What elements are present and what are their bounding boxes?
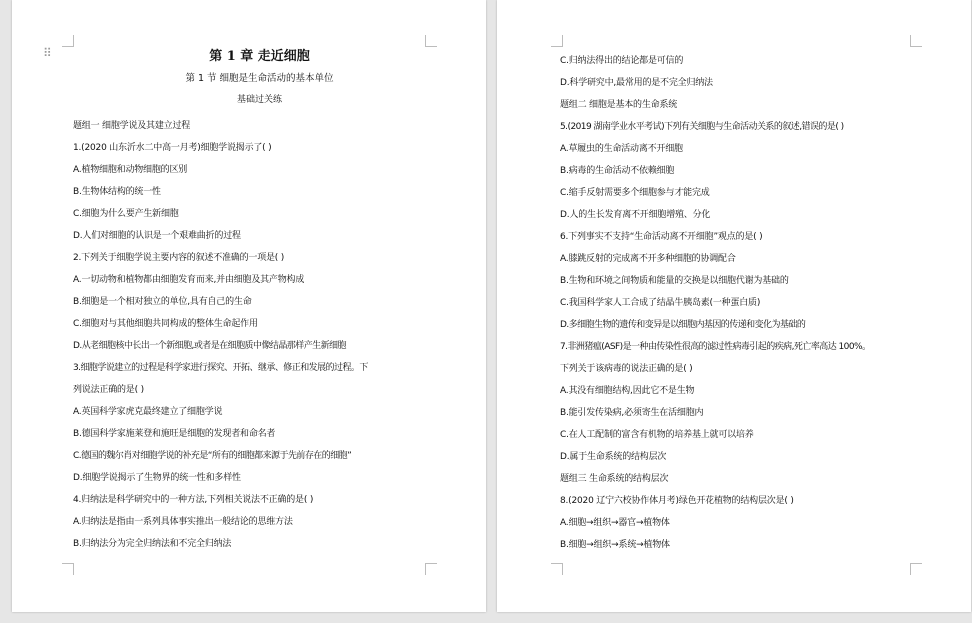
text-line: B.生物和环境之间物质和能量的交换是以细胞代谢为基础的 (560, 276, 789, 286)
text-line: 1.(2020 山东沂水二中高一月考)细胞学说揭示了( ) (73, 143, 272, 153)
text-line: B.能引发传染病,必须寄生在活细胞内 (560, 408, 704, 418)
text-line: 4.归纳法是科学研究中的一种方法,下列相关说法不正确的是( ) (73, 495, 314, 505)
text-line: A.膝跳反射的完成离不开多种细胞的协调配合 (560, 254, 736, 264)
text-line: A.细胞→组织→器官→植物体 (560, 518, 670, 528)
text-line: D.科学研究中,最常用的是不完全归纳法 (560, 78, 713, 88)
document-page-right[interactable] (497, 0, 971, 612)
text-line: A.归纳法是指由一系列具体事实推出一般结论的思维方法 (73, 517, 293, 527)
text-line: A.英国科学家虎克最终建立了细胞学说 (73, 407, 223, 417)
text-line: D.从老细胞核中长出一个新细胞,或者是在细胞质中像结晶那样产生新细胞 (73, 341, 346, 351)
margin-mark-top-left (62, 35, 74, 47)
margin-mark-bottom-right (910, 563, 922, 575)
text-line: 3.细胞学说建立的过程是科学家进行探究、开拓、继承、修正和发展的过程。下 (73, 363, 368, 373)
text-line: 题组三 生命系统的结构层次 (560, 474, 669, 484)
text-line: A.草履虫的生命活动离不开细胞 (560, 144, 683, 154)
text-line: C.德国的魏尔肖对细胞学说的补充是“所有的细胞都来源于先前存在的细胞” (73, 451, 352, 461)
text-line: C.在人工配制的富含有机物的培养基上就可以培养 (560, 430, 754, 440)
left-page-content (73, 48, 446, 555)
text-line: B.细胞是一个相对独立的单位,具有自己的生命 (73, 297, 252, 307)
text-line: C.缩手反射需要多个细胞参与才能完成 (560, 188, 710, 198)
subsection-title: 基础过关练 (236, 95, 282, 105)
text-line: C.细胞为什么要产生新细胞 (73, 209, 179, 219)
text-line: D.属于生命系统的结构层次 (560, 452, 667, 462)
margin-mark-bottom-left (62, 563, 74, 575)
chapter-title: 第 1 章 走近细胞 (209, 49, 310, 64)
text-line: C.归纳法得出的结论都是可信的 (560, 56, 684, 66)
text-line: 8.(2020 辽宁六校协作体月考)绿色开花植物的结构层次是( ) (560, 496, 794, 506)
margin-mark-bottom-left (551, 563, 563, 575)
text-line: B.病毒的生命活动不依赖细胞 (560, 166, 675, 176)
margin-mark-top-right (425, 35, 437, 47)
text-line: B.细胞→组织→系统→植物体 (560, 540, 670, 550)
text-line: 2.下列关于细胞学说主要内容的叙述不准确的一项是( ) (73, 253, 285, 263)
text-line: 题组二 细胞是基本的生命系统 (560, 100, 678, 110)
text-line: 5.(2019 湖南学业水平考试)下列有关细胞与生命活动关系的叙述,错误的是( ) (560, 122, 844, 132)
text-line: C.细胞对与其他细胞共同构成的整体生命起作用 (73, 319, 258, 329)
text-line: C.我国科学家人工合成了结晶牛胰岛素(一种蛋白质) (560, 298, 761, 308)
margin-mark-top-right (910, 35, 922, 47)
text-line: B.生物体结构的统一性 (73, 187, 161, 197)
text-line: A.植物细胞和动物细胞的区别 (73, 165, 188, 175)
text-line: D.人的生长发育离不开细胞增殖、分化 (560, 210, 711, 220)
margin-mark-top-left (551, 35, 563, 47)
text-line: 下列关于该病毒的说法正确的是( ) (560, 364, 693, 374)
text-line: D.人们对细胞的认识是一个艰难曲折的过程 (73, 231, 241, 241)
text-line: D.细胞学说揭示了生物界的统一性和多样性 (73, 473, 241, 483)
text-line: B.德国科学家施莱登和施旺是细胞的发现者和命名者 (73, 429, 276, 439)
document-page-left[interactable] (12, 0, 486, 612)
table-move-handle-icon[interactable]: ⠿ (43, 46, 51, 60)
text-line: 7.非洲猪瘟(ASF)是一种由传染性很高的滤过性病毒引起的疾病,死亡率高达 100%。 (560, 342, 871, 352)
right-page-content (560, 50, 931, 556)
text-line: B.归纳法分为完全归纳法和不完全归纳法 (73, 539, 232, 549)
text-line: 6.下列事实不支持“生命活动离不开细胞”观点的是( ) (560, 232, 763, 242)
margin-mark-bottom-right (425, 563, 437, 575)
text-line: 列说法正确的是( ) (73, 385, 144, 395)
text-line: A.其没有细胞结构,因此它不是生物 (560, 386, 695, 396)
text-line: A.一切动物和植物都由细胞发育而来,并由细胞及其产物构成 (73, 275, 305, 285)
text-line: D.多细胞生物的遗传和变异是以细胞内基因的传递和变化为基础的 (560, 320, 806, 330)
text-line: 题组一 细胞学说及其建立过程 (73, 121, 191, 131)
section-title: 第 1 节 细胞是生命活动的基本单位 (185, 73, 334, 84)
